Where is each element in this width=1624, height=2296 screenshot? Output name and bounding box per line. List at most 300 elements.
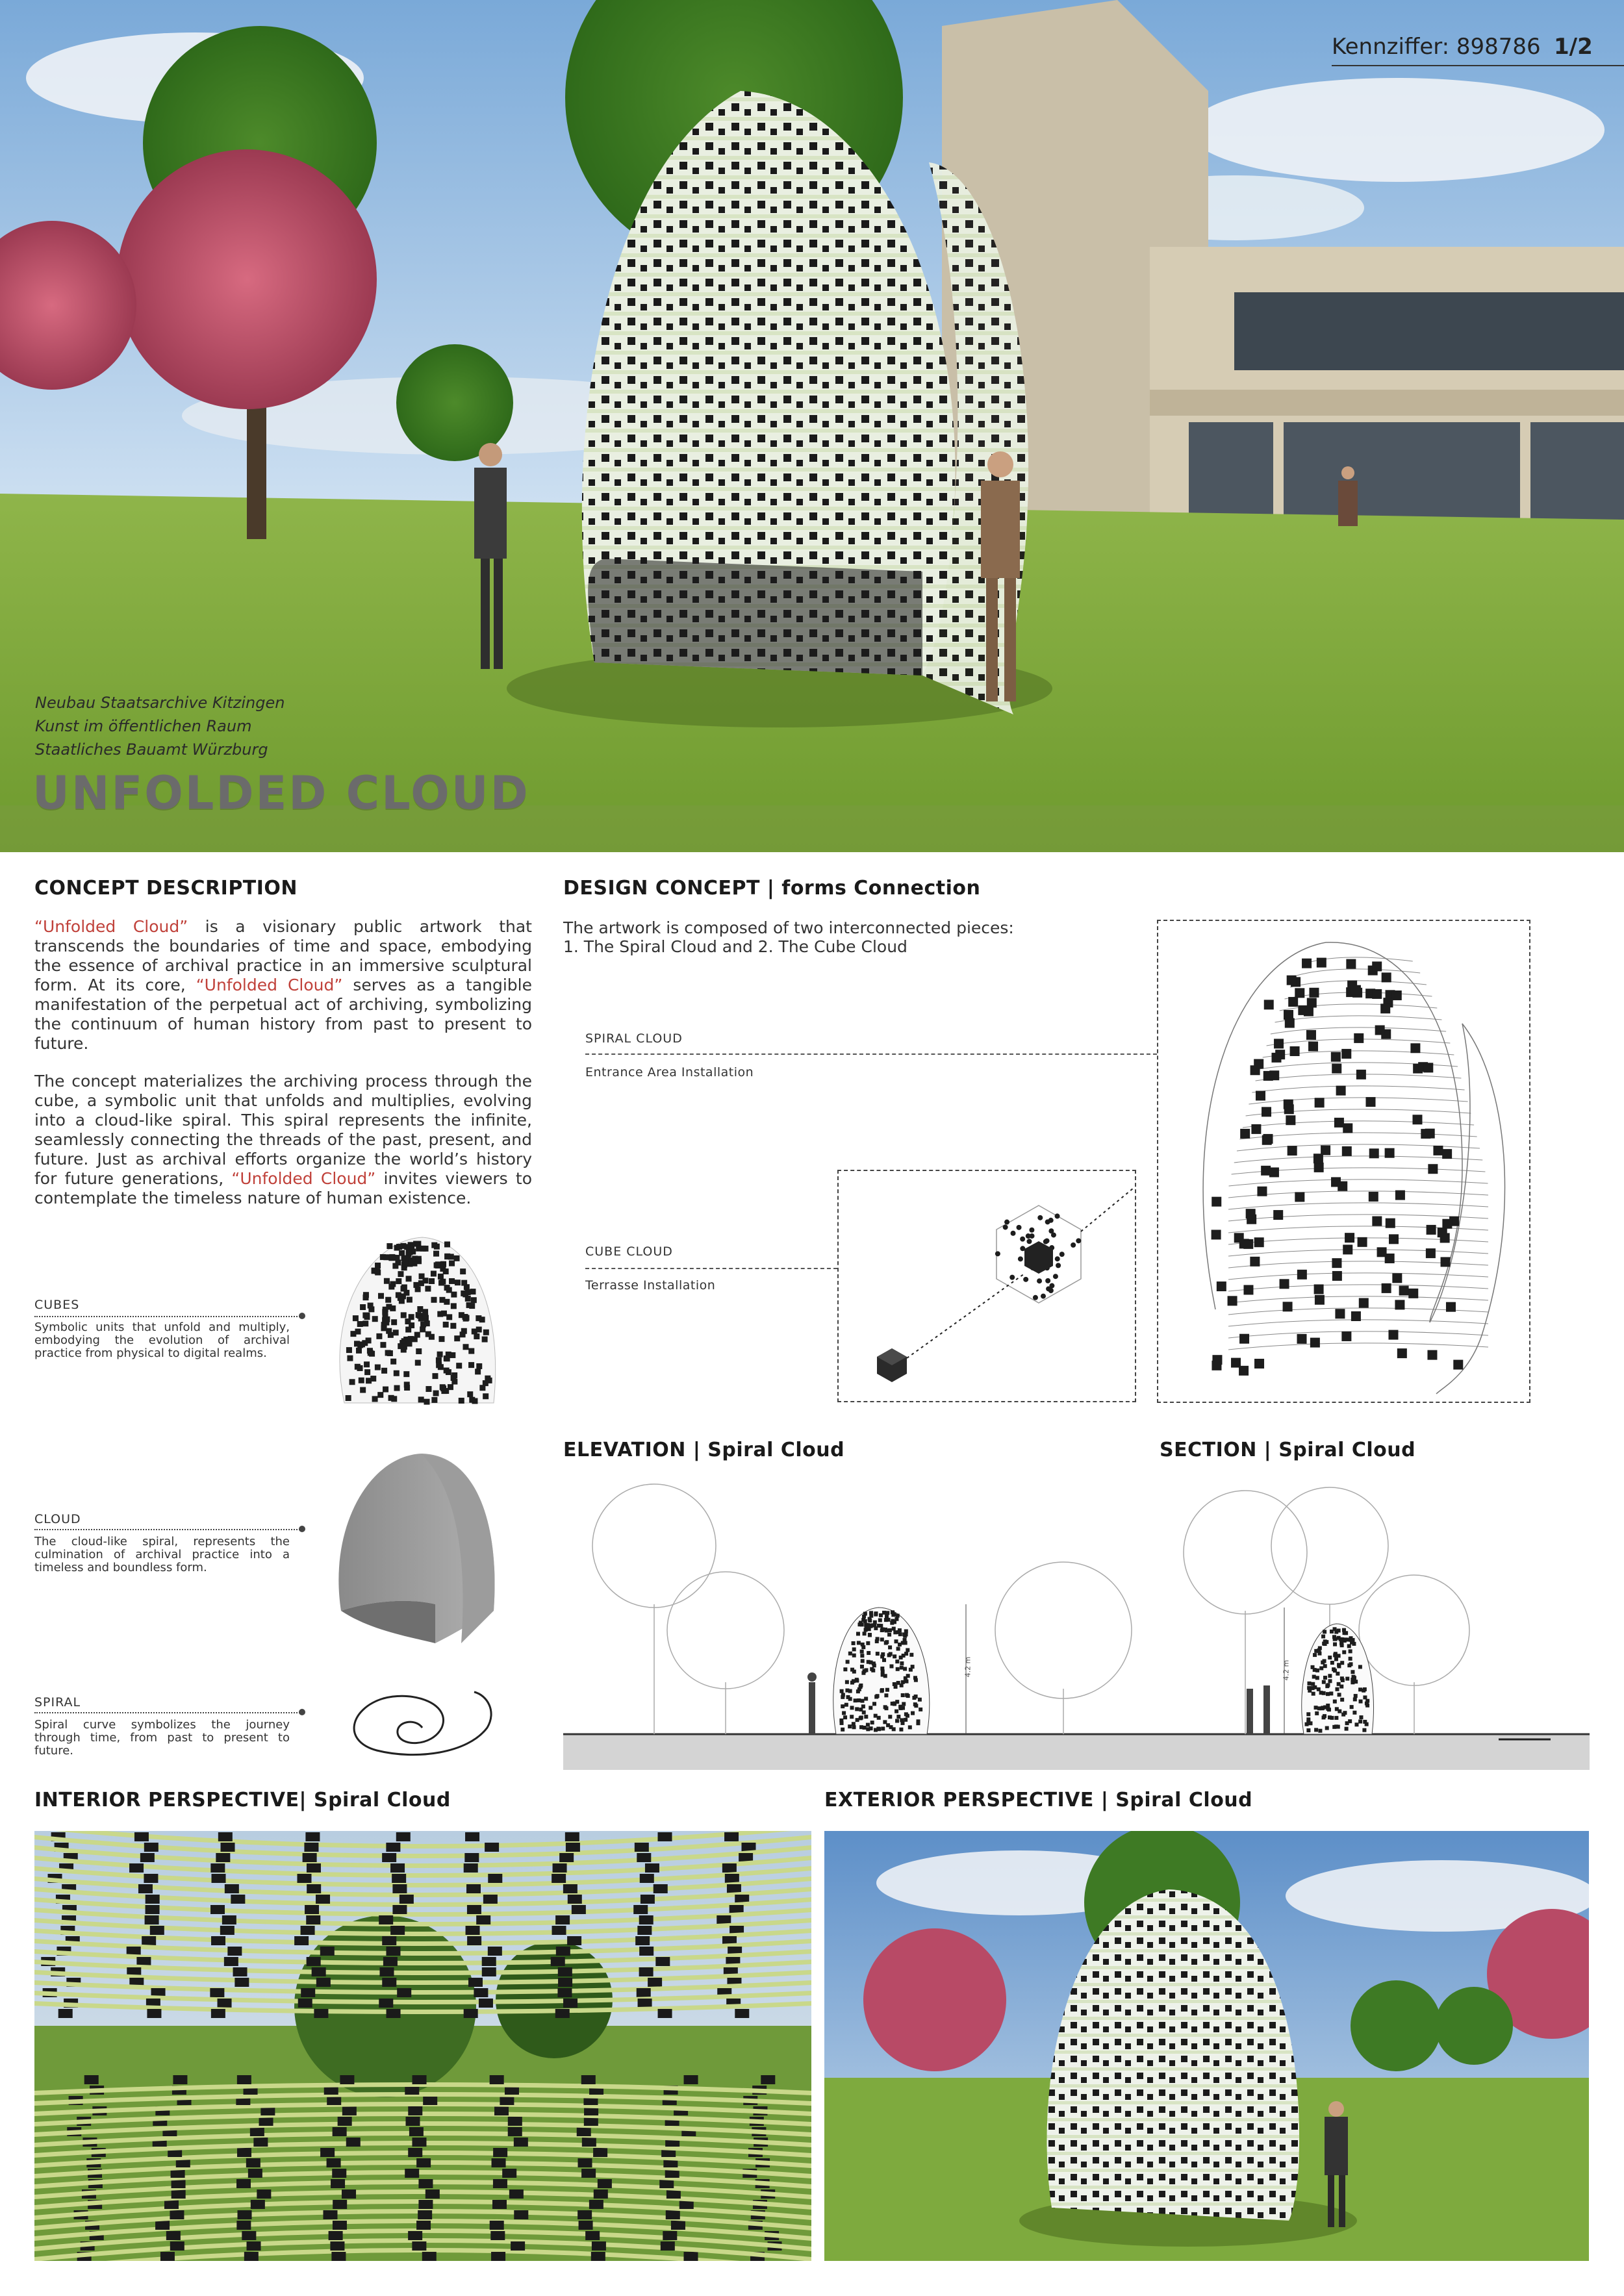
cube-mark <box>364 1369 370 1375</box>
cube-mark <box>305 1832 320 1841</box>
cube-mark <box>866 1727 870 1731</box>
cube-mark <box>843 1715 847 1719</box>
cube-mark <box>844 1703 848 1707</box>
cube-mark <box>860 1650 864 1654</box>
cube-mark <box>1359 1715 1363 1719</box>
cube-mark <box>859 1684 863 1687</box>
cube-mark <box>136 1957 151 1966</box>
cube-mark <box>1372 1217 1382 1226</box>
cube-mark <box>467 1936 481 1945</box>
cube-mark <box>1388 1330 1398 1340</box>
cube-mark <box>387 1350 393 1356</box>
cube-mark <box>387 1243 392 1249</box>
cube-mark <box>1423 1063 1433 1072</box>
cube-mark <box>346 1395 351 1401</box>
cube-mark <box>1428 1164 1438 1174</box>
cube-mark <box>1453 1360 1463 1370</box>
cube-mark <box>1345 1677 1349 1681</box>
cube-mark <box>1358 1665 1362 1669</box>
project-name: “Unfolded Cloud” <box>34 917 188 936</box>
cube-mark <box>1359 1700 1363 1704</box>
cube-mark <box>1314 1284 1324 1294</box>
spiral-line <box>1243 1121 1474 1128</box>
cube-mark <box>879 1613 883 1617</box>
cube-mark <box>1427 1225 1436 1235</box>
cube-mark <box>408 2231 422 2240</box>
cube-mark <box>211 1936 225 1945</box>
cube-mark <box>386 1947 400 1956</box>
cube-mark <box>555 2009 570 2018</box>
cube-mark <box>1307 998 1317 1007</box>
cube-mark <box>404 1381 410 1387</box>
cube-mark <box>431 1397 437 1403</box>
cube-mark <box>220 1926 235 1935</box>
cube-mark <box>1051 1232 1056 1237</box>
cube-mark <box>1440 1233 1450 1243</box>
elevation-heading: ELEVATION | Spiral Cloud <box>563 1439 845 1461</box>
cube-mark <box>887 1653 891 1657</box>
cube-mark <box>1327 1708 1331 1711</box>
cube-mark <box>444 1285 450 1291</box>
cube-mark <box>160 2252 175 2261</box>
cube-mark <box>305 1905 319 1914</box>
cube-mark <box>1340 1676 1344 1680</box>
spiral-line <box>1228 1250 1488 1256</box>
cube-mark <box>913 1676 917 1680</box>
cube-mark <box>1325 1726 1329 1730</box>
cube-mark <box>354 1341 360 1346</box>
cube-mark <box>1363 1687 1367 1691</box>
cubes-leader-dot <box>299 1313 305 1319</box>
cube-mark <box>908 1725 912 1729</box>
cube-mark <box>218 1832 233 1841</box>
cube-mark <box>857 1641 861 1645</box>
cube-mark <box>493 2148 507 2157</box>
cube-mark <box>346 2138 361 2147</box>
cube-mark <box>173 2075 187 2084</box>
cube-mark <box>146 1895 160 1904</box>
cube-mark <box>408 2148 422 2157</box>
cube-mark <box>490 2231 505 2240</box>
cube-mark <box>433 1391 439 1396</box>
cube-mark <box>684 2252 698 2261</box>
cube-mark <box>1298 1005 1308 1015</box>
cube-mark <box>320 2148 335 2157</box>
cube-mark <box>900 1661 904 1665</box>
exterior-image <box>824 1831 1589 2261</box>
cube-mark <box>1323 1630 1326 1634</box>
cube-mark <box>1352 1642 1356 1646</box>
hero-subtitle-1: Neubau Staatsarchive Kitzingen <box>35 694 285 712</box>
exterior-heading: EXTERIOR PERSPECTIVE | Spiral Cloud <box>824 1789 1253 1811</box>
cube-mark <box>392 1884 407 1893</box>
cube-mark <box>863 1612 867 1616</box>
cube-mark <box>416 2158 431 2167</box>
cube-mark <box>316 1978 331 1987</box>
cube-mark <box>585 2231 600 2240</box>
cube-mark <box>661 2241 675 2251</box>
cube-mark <box>331 2252 346 2261</box>
cube-mark <box>843 1667 847 1671</box>
cube-mark <box>552 1926 566 1935</box>
cube-mark <box>884 1641 888 1645</box>
cube-mark <box>493 2179 507 2188</box>
cube-mark <box>592 2241 606 2251</box>
cube-mark <box>396 1832 411 1841</box>
cube-mark <box>420 1246 426 1252</box>
cube-mark <box>454 1255 460 1261</box>
cube-mark <box>857 1698 861 1702</box>
cube-mark <box>1334 1716 1338 1720</box>
cube-mark <box>396 1292 401 1298</box>
cube-mark <box>892 1727 896 1731</box>
header-rule <box>1332 65 1624 66</box>
cube-mark <box>211 2009 225 2018</box>
cube-mark <box>147 2009 161 2018</box>
cube-mark <box>1337 1628 1341 1632</box>
cube-mark <box>1375 1026 1385 1035</box>
cube-mark <box>422 2252 437 2261</box>
cube-mark <box>1372 961 1382 971</box>
cube-mark <box>439 1297 445 1303</box>
cube-mark <box>1332 1667 1336 1671</box>
cube-mark <box>1271 1053 1281 1063</box>
cube-mark <box>418 1396 424 1402</box>
cube-mark <box>483 1330 489 1335</box>
cube-mark <box>1212 1230 1221 1239</box>
cube-mark <box>903 1667 907 1671</box>
interior-heading: INTERIOR PERSPECTIVE| Spiral Cloud <box>34 1789 451 1811</box>
cube-mark <box>896 1614 900 1618</box>
cube-mark <box>1356 1070 1366 1079</box>
cube-mark <box>558 1978 572 1987</box>
cube-mark <box>1055 1213 1060 1218</box>
cube-mark <box>1212 1355 1222 1365</box>
cube-mark <box>218 1999 232 2008</box>
spiral-text: Spiral curve symbolizes the journey through time, from past to present to future. <box>34 1718 290 1758</box>
cube-mark <box>355 1329 361 1335</box>
cube-mark <box>145 1915 159 1924</box>
cube-mark <box>1284 1104 1294 1114</box>
cube-mark <box>1076 1238 1081 1243</box>
cube-mark <box>1317 1648 1321 1652</box>
cube-mark <box>1358 1237 1367 1247</box>
cube-mark <box>1313 1653 1317 1657</box>
cube-mark <box>401 1344 407 1350</box>
cube-mark <box>864 1628 868 1632</box>
cube-mark <box>1037 1278 1042 1283</box>
cube-mark <box>866 1723 870 1727</box>
cube-mark <box>1358 1687 1362 1691</box>
cube-mark <box>1369 1148 1379 1158</box>
cube-mark <box>401 1312 407 1318</box>
cube-mark <box>460 1268 466 1274</box>
cube-mark <box>904 1641 907 1645</box>
cube-mark <box>1399 1286 1409 1296</box>
cube-mark <box>376 1333 382 1339</box>
cube-mark <box>416 2221 431 2230</box>
cube-mark <box>1339 1641 1343 1645</box>
cube-mark <box>248 2169 262 2178</box>
cube-mark <box>724 1832 739 1841</box>
cube-mark <box>490 2075 504 2084</box>
cube-mark <box>848 1689 852 1693</box>
cube-mark <box>227 1947 242 1956</box>
hero-subtitle-2: Kunst im öffentlichen Raum <box>35 717 252 735</box>
cube-mark <box>639 1915 653 1924</box>
cube-mark <box>881 1669 885 1673</box>
cube-mark <box>1319 1666 1323 1670</box>
cube-mark <box>329 2231 343 2240</box>
cube-mark <box>1333 1643 1337 1646</box>
cube-mark <box>1313 1668 1317 1672</box>
cube-mark <box>1261 1166 1271 1176</box>
cube-mark <box>436 1357 442 1363</box>
cube-mark <box>1372 989 1382 999</box>
cube-mark <box>905 1693 909 1697</box>
cube-mark <box>1009 1275 1015 1280</box>
cube-mark <box>1250 1065 1260 1075</box>
cube-mark <box>1297 1270 1307 1280</box>
cube-mark <box>140 1853 155 1862</box>
cube-mark <box>1441 1257 1451 1267</box>
cube-mark <box>392 1263 398 1269</box>
cube-mark <box>242 2231 256 2240</box>
cube-mark <box>444 1368 450 1374</box>
cube-mark <box>420 1322 426 1328</box>
cube-mark <box>244 2252 259 2261</box>
cube-mark <box>466 1884 481 1893</box>
cube-mark <box>860 1699 864 1703</box>
cube-mark <box>231 1895 245 1904</box>
cube-mark <box>237 2148 251 2157</box>
cube-mark <box>863 1632 867 1635</box>
cube-mark <box>1345 1637 1349 1641</box>
cube-mark <box>1305 1722 1309 1726</box>
spiral-cloud-leader <box>585 1053 1157 1055</box>
spiral-line <box>1239 1133 1477 1139</box>
cube-mark <box>846 1660 850 1664</box>
cube-mark <box>331 2179 345 2188</box>
cube-mark <box>1026 1233 1031 1239</box>
cube-mark <box>869 1614 873 1618</box>
cube-mark <box>408 2106 422 2115</box>
cube-mark <box>1288 1146 1297 1155</box>
cube-mark <box>566 1843 580 1852</box>
elevation-dimension: 4.2 m <box>963 1656 972 1678</box>
cube-mark <box>450 1323 456 1329</box>
cube-mark <box>1310 1338 1320 1348</box>
cube-mark <box>1334 1657 1338 1661</box>
cube-mark <box>894 1639 898 1643</box>
cube-mark <box>1333 1700 1337 1704</box>
cube-mark <box>874 1714 878 1718</box>
spiral-cloud-diagram <box>1157 920 1528 1400</box>
cube-mark <box>1311 1686 1315 1690</box>
cube-mark <box>727 1884 741 1893</box>
cube-mark <box>382 1978 396 1987</box>
cube-mark <box>874 1613 878 1617</box>
cube-mark <box>1321 1706 1325 1709</box>
project-name: “Unfolded Cloud” <box>196 976 343 994</box>
cube-mark <box>995 1251 1000 1256</box>
cube-mark <box>164 2200 179 2209</box>
cube-mark <box>1319 1691 1323 1695</box>
spiral-line <box>1228 1331 1488 1338</box>
cube-mark <box>856 1632 860 1635</box>
cube-mark <box>638 1999 652 2008</box>
cube-mark <box>400 1895 414 1904</box>
cube-mark <box>1389 1234 1399 1244</box>
spiral-line <box>1271 1028 1446 1034</box>
cube-mark <box>58 2009 73 2018</box>
cube-mark <box>418 2210 432 2219</box>
spiral-diagram <box>338 1682 494 1767</box>
cube-mark <box>1056 1263 1061 1268</box>
cube-cloud-sub: Terrasse Installation <box>585 1278 716 1293</box>
cube-mark <box>885 1611 889 1615</box>
cube-mark <box>129 1863 144 1873</box>
cube-mark <box>1228 1296 1237 1306</box>
cube-mark <box>1353 1697 1357 1701</box>
cube-mark <box>841 1704 844 1708</box>
cube-mark <box>639 1947 653 1956</box>
cube-mark <box>476 1363 482 1369</box>
cube-mark <box>883 1705 887 1709</box>
cube-mark <box>1274 1039 1284 1048</box>
cube-mark <box>761 2075 775 2084</box>
cube-mark <box>881 1627 885 1631</box>
cube-mark <box>1392 990 1402 1000</box>
cube-mark <box>409 2127 424 2136</box>
cube-mark <box>444 1241 450 1247</box>
cube-mark <box>444 1356 450 1361</box>
cube-mark <box>639 1967 653 1976</box>
cube-mark <box>1315 1711 1319 1715</box>
cube-mark <box>871 1669 875 1672</box>
cube-mark <box>911 1711 915 1715</box>
cube-mark <box>514 2138 528 2147</box>
cube-mark <box>1311 1682 1315 1686</box>
cube-mark <box>1351 1311 1361 1321</box>
cube-mark <box>898 1628 902 1632</box>
cube-mark <box>1345 1727 1349 1731</box>
cube-mark <box>896 1646 900 1650</box>
cube-mark <box>885 1615 889 1619</box>
cube-mark <box>451 1379 457 1385</box>
cube-mark <box>888 1628 892 1632</box>
cube-mark <box>443 1268 449 1274</box>
cube-mark <box>384 1317 390 1322</box>
cube-mark <box>415 1360 421 1366</box>
cube-mark <box>482 1957 496 1966</box>
cube-mark <box>1321 1634 1325 1638</box>
cube-mark <box>840 1721 844 1725</box>
cube-mark <box>375 1263 381 1268</box>
cube-mark <box>904 1712 908 1716</box>
cube-mark <box>861 1643 865 1646</box>
cube-mark <box>508 2127 522 2136</box>
cube-mark <box>297 1874 311 1883</box>
cube-mark <box>861 1704 865 1708</box>
cube-mark <box>360 1387 366 1393</box>
cube-mark <box>735 2009 749 2018</box>
cube-mark <box>508 2117 522 2126</box>
cube-mark <box>385 1297 391 1303</box>
cube-mark <box>1339 1685 1343 1689</box>
cube-mark <box>1333 1627 1337 1631</box>
cube-mark <box>235 1978 249 1987</box>
cube-mark <box>1363 1720 1367 1724</box>
cube-mark <box>377 1392 383 1398</box>
cube-mark <box>294 1936 309 1945</box>
cube-mark <box>842 1711 846 1715</box>
cube-mark <box>856 1718 859 1722</box>
cube-mark <box>1257 1187 1267 1196</box>
cube-mark <box>429 1278 435 1284</box>
cube-mark <box>492 2158 506 2167</box>
cube-mark <box>171 2179 186 2188</box>
cube-mark <box>1004 1220 1009 1225</box>
cube-mark <box>438 1280 444 1286</box>
cube-mark <box>1346 959 1356 969</box>
cube-mark <box>854 1698 857 1702</box>
cube-mark <box>463 1316 469 1322</box>
cube-mark <box>1331 1177 1341 1187</box>
section-dimension: 4.2 m <box>1282 1659 1291 1681</box>
cube-mark <box>359 1378 364 1383</box>
cube-mark <box>471 1297 477 1303</box>
cube-mark <box>441 1311 447 1317</box>
cube-mark <box>138 1884 153 1893</box>
cube-mark <box>465 1832 479 1841</box>
cube-mark <box>464 1863 478 1873</box>
cube-mark <box>1332 1271 1342 1281</box>
cube-mark <box>1328 1715 1332 1719</box>
cube-mark <box>893 1702 896 1706</box>
cube-mark <box>1332 1258 1341 1268</box>
cube-mark <box>1045 1278 1050 1283</box>
cube-mark <box>864 1668 868 1672</box>
cube-mark <box>1217 1281 1226 1291</box>
cube-mark <box>872 1663 876 1667</box>
cube-mark <box>1322 1680 1326 1684</box>
cube-mark <box>1338 1693 1341 1697</box>
cube-mark <box>919 1708 922 1711</box>
cube-mark <box>1350 1705 1354 1709</box>
spiral-cloud-label: SPIRAL CLOUD <box>585 1031 683 1046</box>
cube-mark <box>388 1395 394 1401</box>
cube-mark <box>1345 1721 1349 1725</box>
cube-mark <box>1295 1192 1304 1202</box>
cube-mark <box>417 1306 423 1312</box>
cube-mark <box>637 1853 651 1862</box>
cube-mark <box>381 1325 387 1331</box>
cube-mark <box>1351 1638 1354 1642</box>
cube-mark <box>422 1313 428 1318</box>
cube-mark <box>860 1654 864 1658</box>
cube-mark <box>142 1936 156 1945</box>
spiral-leader <box>34 1712 302 1713</box>
cube-mark <box>1053 1274 1058 1279</box>
cube-mark <box>572 1905 586 1914</box>
spiral-line <box>1252 1086 1464 1092</box>
cube-mark <box>1426 1248 1436 1258</box>
cube-mark <box>398 1271 403 1277</box>
cube-mark <box>301 1988 315 1997</box>
cube-mark <box>1337 1663 1341 1667</box>
cube-mark <box>889 1664 893 1668</box>
